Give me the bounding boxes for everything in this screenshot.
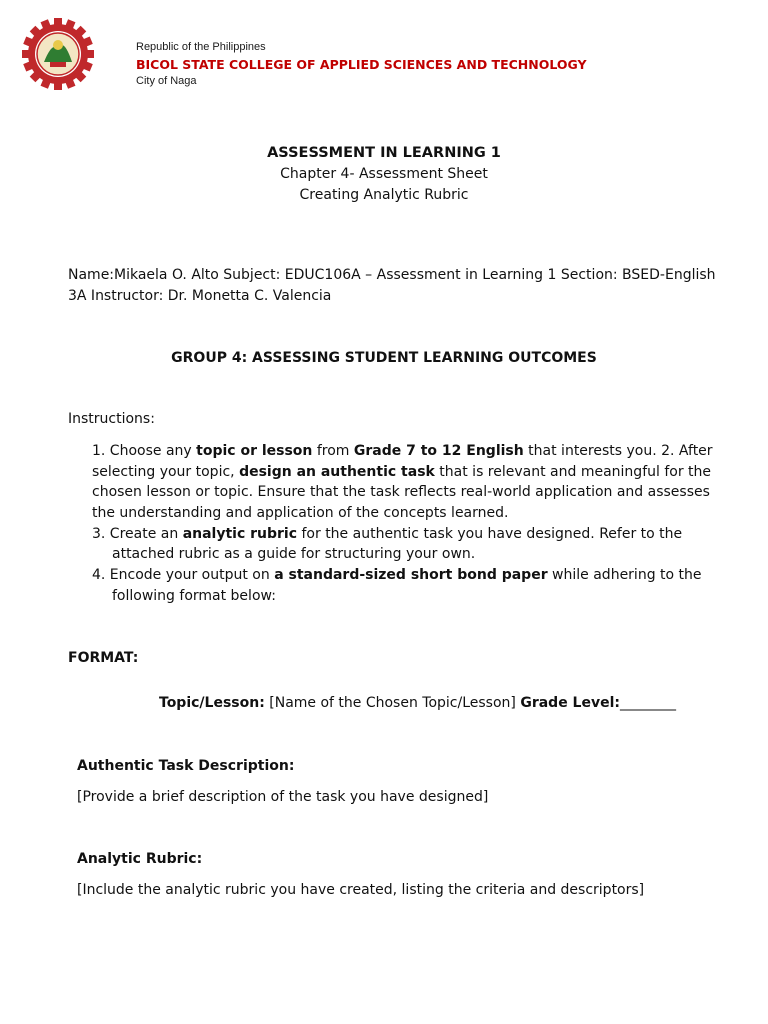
- instruction-item-1-line2: selecting your topic, design an authentic task that is relevant and meaningful for the: [92, 464, 712, 480]
- format-topic-line: [159, 693, 676, 714]
- document-subtitle-chapter: Chapter 4- Assessment Sheet: [280, 166, 488, 182]
- grade-level-blank: ________: [620, 695, 676, 711]
- format-label: FORMAT:: [68, 650, 139, 666]
- analytic-rubric-label: Analytic Rubric:: [77, 851, 203, 867]
- instruction-item-4-line1: 4. Encode your output on a standard-sized short bond paper while adhering to the: [92, 567, 702, 583]
- instruction-item-3-line1: 3. Create an analytic rubric for the authentic task you have designed. Refer to the: [92, 526, 683, 542]
- gear-icon: [22, 18, 94, 90]
- document-title: ASSESSMENT IN LEARNING 1: [267, 145, 501, 161]
- instruction-item-3-line2: attached rubric as a guide for structuring your own.: [112, 546, 476, 562]
- instruction-item-1-line1: 1. Choose any topic or lesson from Grade 7 to 12 English that interests you. 2. After: [92, 443, 713, 459]
- authentic-task-placeholder: [Provide a brief description of the task you have designed]: [77, 789, 489, 805]
- student-info-line2: 3A Instructor: Dr. Monetta C. Valencia: [68, 288, 332, 304]
- student-info-line1: Name:Mikaela O. Alto Subject: EDUC106A – Assessment in Learning 1 Section: BSED-English: [68, 267, 716, 283]
- authentic-task-label: Authentic Task Description:: [77, 758, 295, 774]
- grade-level-label: Grade Level:: [520, 695, 620, 711]
- topic-label: Topic/Lesson:: [159, 695, 265, 711]
- document-subtitle-topic: Creating Analytic Rubric: [299, 187, 469, 203]
- header-city: City of Naga: [136, 75, 197, 87]
- instruction-item-1-line3: chosen lesson or topic. Ensure that the task reflects real-world application and assesses: [92, 484, 710, 500]
- analytic-rubric-placeholder: [Include the analytic rubric you have created, listing the criteria and descriptors]: [77, 882, 645, 898]
- instructions-label: Instructions:: [68, 411, 155, 427]
- group-heading: GROUP 4: ASSESSING STUDENT LEARNING OUTCOMES: [171, 350, 597, 366]
- instruction-item-4-line2: following format below:: [112, 588, 276, 604]
- instruction-item-1-line4: the understanding and application of the concepts learned.: [92, 505, 509, 521]
- college-seal-logo: [22, 18, 94, 90]
- header-country: Republic of the Philippines: [136, 41, 266, 53]
- topic-placeholder: [Name of the Chosen Topic/Lesson]: [264, 695, 521, 711]
- header-college-name: BICOL STATE COLLEGE OF APPLIED SCIENCES AND TECHNOLOGY: [136, 57, 587, 72]
